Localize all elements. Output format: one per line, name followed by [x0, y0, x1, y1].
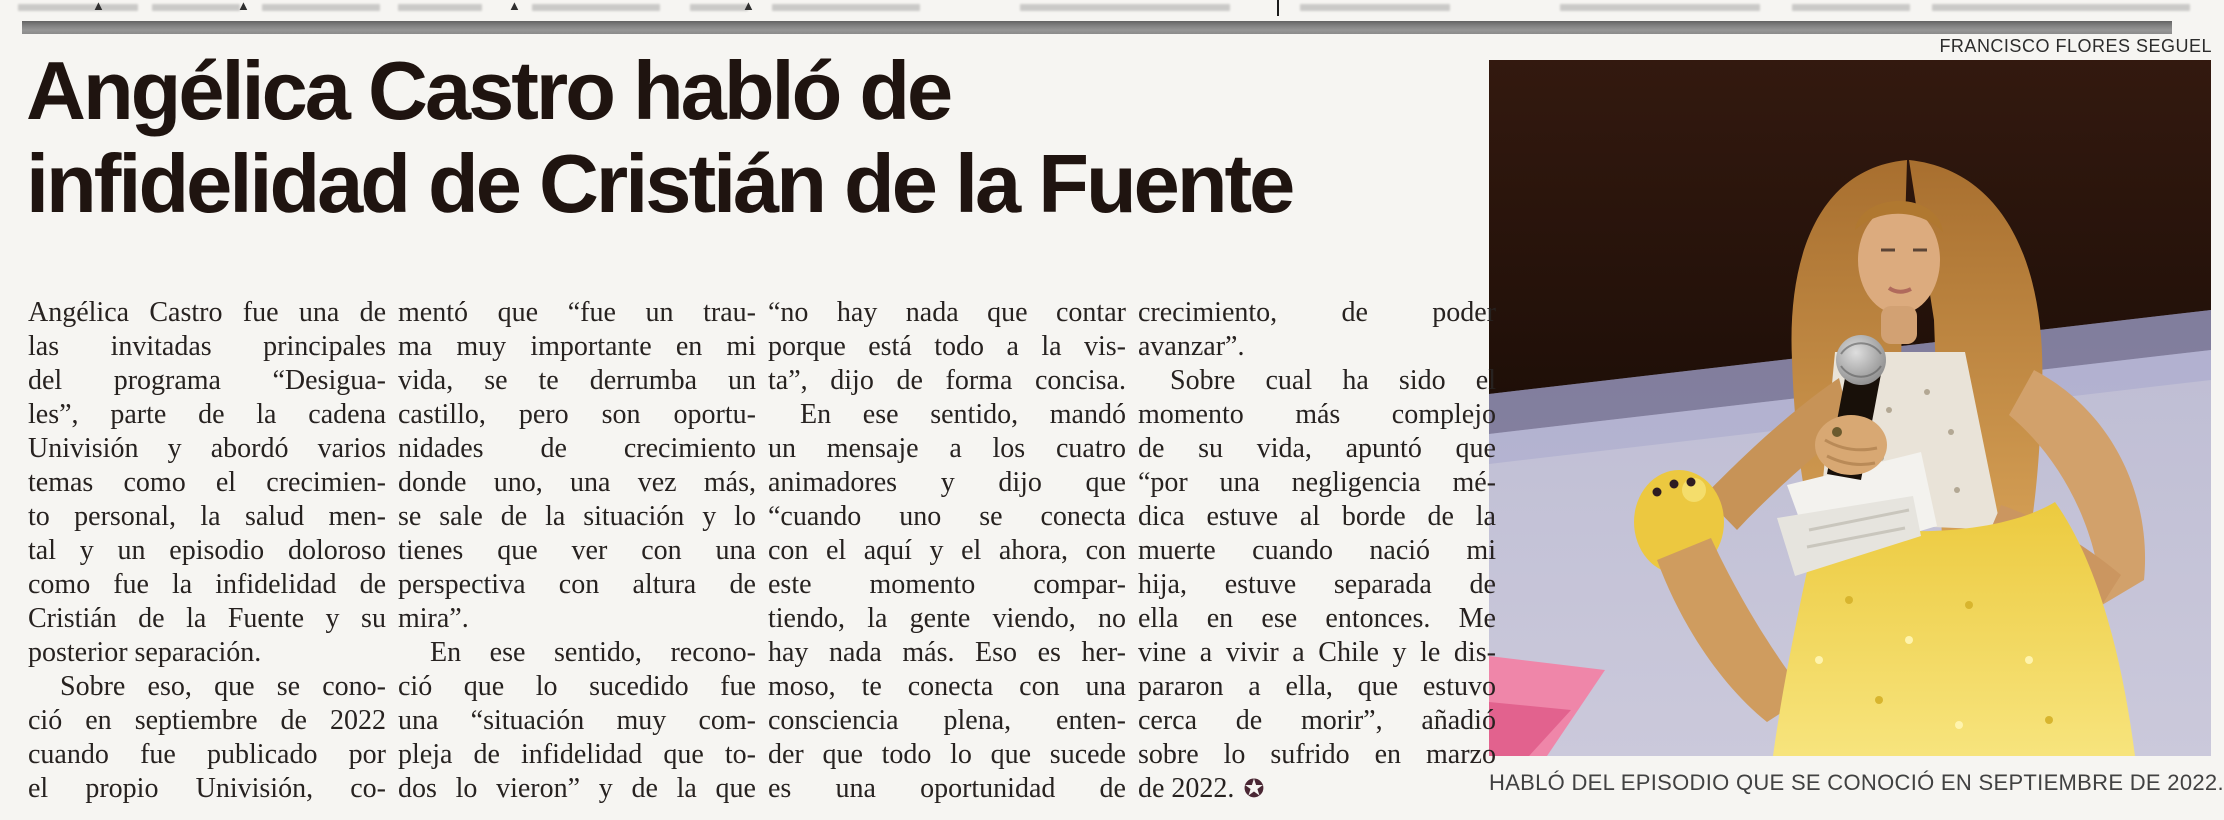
headline [26, 44, 1486, 230]
body-line: Cristián de la Fuente y su [28, 603, 386, 634]
body-line: ella en ese entonces. Me [1138, 603, 1496, 634]
body-line: Angélica Castro fue una de [28, 297, 386, 328]
body-line: Sobre cual ha sido el [1170, 365, 1496, 396]
cut-off-text-fragment [532, 4, 660, 11]
body-line: dica estuve al borde de la [1138, 501, 1496, 532]
body-line: del programa “Desigua- [28, 365, 386, 396]
body-line: sobre lo sufrido en marzo [1138, 739, 1496, 770]
up-triangle-icon: ▲ [237, 0, 250, 13]
body-line: consciencia plena, enten- [768, 705, 1126, 736]
up-triangle-icon: ▲ [92, 0, 105, 13]
text-column-2 [398, 296, 756, 806]
photo-credit: FRANCISCO FLORES SEGUEL [1939, 36, 2212, 56]
text-column-4 [1138, 296, 1496, 806]
text-column-1 [28, 296, 386, 806]
cut-off-text-fragment [152, 4, 240, 11]
up-triangle-icon: ▲ [508, 0, 521, 13]
headline-line1: Angélica Castro habló de [26, 44, 951, 137]
body-line: En ese sentido, mandó [800, 399, 1126, 430]
body-line: mentó que “fue un trau- [398, 297, 756, 328]
body-line: momento más complejo [1138, 399, 1496, 430]
body-line: castillo, pero son oportu- [398, 399, 756, 430]
column-rule [1277, 0, 1279, 16]
cut-off-text-fragment [1300, 4, 1450, 11]
neck [1881, 306, 1917, 344]
body-line: porque está todo a la vis- [768, 331, 1126, 362]
body-line: En ese sentido, recono- [430, 637, 756, 668]
cut-off-text-fragment [262, 4, 380, 11]
body-line: se sale de la situación y lo [398, 501, 756, 532]
body-line: donde uno, una vez más, [398, 467, 756, 498]
body-line: con el aquí y el ahora, con [768, 535, 1126, 566]
body-line: el propio Univisión, co- [28, 773, 386, 804]
body-line: pleja de infidelidad que to- [398, 739, 756, 770]
cut-off-text-fragment [18, 4, 138, 11]
body-line: de su vida, apuntó que [1138, 433, 1496, 464]
body-line: temas como el crecimien- [28, 467, 386, 498]
body-line: un mensaje a los cuatro [768, 433, 1126, 464]
end-of-article-icon: ✪ [1243, 774, 1265, 803]
body-line: tienes que ver con una [398, 535, 756, 566]
body-line: como fue la infidelidad de [28, 569, 386, 600]
body-line: avanzar”. [1138, 331, 1245, 362]
section-divider-bar [22, 21, 2172, 34]
body-line: dos lo vieron” y de la que [398, 773, 756, 804]
face [1858, 206, 1940, 314]
body-line: de 2022. ✪ [1138, 773, 1265, 804]
body-line: tiendo, la gente viendo, no [768, 603, 1126, 634]
body-line: mira”. [398, 603, 469, 634]
body-line: moso, te conecta con una [768, 671, 1126, 702]
body-line: “por una negligencia mé- [1138, 467, 1496, 498]
body-line: tal y un episodio doloroso [28, 535, 386, 566]
body-line: “cuando uno se conecta [768, 501, 1126, 532]
body-line: ta”, dijo de forma concisa. [768, 365, 1126, 396]
body-line: vine a vivir a Chile y le dis- [1138, 637, 1496, 668]
body-line: una “situación muy com- [398, 705, 756, 736]
body-line: cerca de morir”, añadió [1138, 705, 1496, 736]
body-line: las invitadas principales [28, 331, 386, 362]
up-triangle-icon: ▲ [742, 0, 755, 13]
photo-caption: HABLÓ DEL EPISODIO QUE SE CONOCIÓ EN SEPTIEMBRE DE 2022. [1489, 770, 2224, 795]
body-line: hija, estuve separada de [1138, 569, 1496, 600]
cut-off-text-fragment [1560, 4, 1760, 11]
body-line: “no hay nada que contar [768, 297, 1126, 328]
body-line: cuando fue publicado por [28, 739, 386, 770]
cut-off-text-fragment [1020, 4, 1230, 11]
cut-off-text-fragment [772, 4, 920, 11]
headline-line2: infidelidad de Cristián de la Fuente [26, 137, 1293, 230]
cut-off-text-fragment [1932, 4, 2190, 11]
body-line: to personal, la salud men- [28, 501, 386, 532]
ring [1832, 427, 1842, 437]
stage-photo-illustration [1489, 60, 2211, 756]
body-line: der que todo lo que sucede [768, 739, 1126, 770]
body-line: ció en septiembre de 2022 [28, 705, 386, 736]
text-column-3 [768, 296, 1126, 806]
body-line: muerte cuando nació mi [1138, 535, 1496, 566]
cut-off-text-fragment [690, 4, 748, 11]
body-line: pararon a ella, que estuvo [1138, 671, 1496, 702]
body-line: vida, se te derrumba un [398, 365, 756, 396]
body-line: perspectiva con altura de [398, 569, 756, 600]
article-photo [1489, 60, 2211, 756]
body-line: Sobre eso, que se cono- [60, 671, 386, 702]
cut-off-text-fragment [398, 4, 482, 11]
body-line: es una oportunidad de [768, 773, 1126, 804]
body-line: nidades de crecimiento [398, 433, 756, 464]
body-line: les”, parte de la cadena [28, 399, 386, 430]
hand-on-microphone [1815, 415, 1887, 475]
body-line: animadores y dijo que [768, 467, 1126, 498]
body-line: este momento compar- [768, 569, 1126, 600]
body-line: Univisión y abordó varios [28, 433, 386, 464]
body-line: ció que lo sucedido fue [398, 671, 756, 702]
cut-off-text-strip [0, 0, 2224, 18]
body-line: posterior separación. [28, 637, 262, 668]
article-body [0, 296, 1500, 811]
body-line: crecimiento, de poder [1138, 297, 1496, 328]
body-line: ma muy importante en mi [398, 331, 756, 362]
cut-off-text-fragment [1792, 4, 1910, 11]
body-line: hay nada más. Eso es her- [768, 637, 1126, 668]
